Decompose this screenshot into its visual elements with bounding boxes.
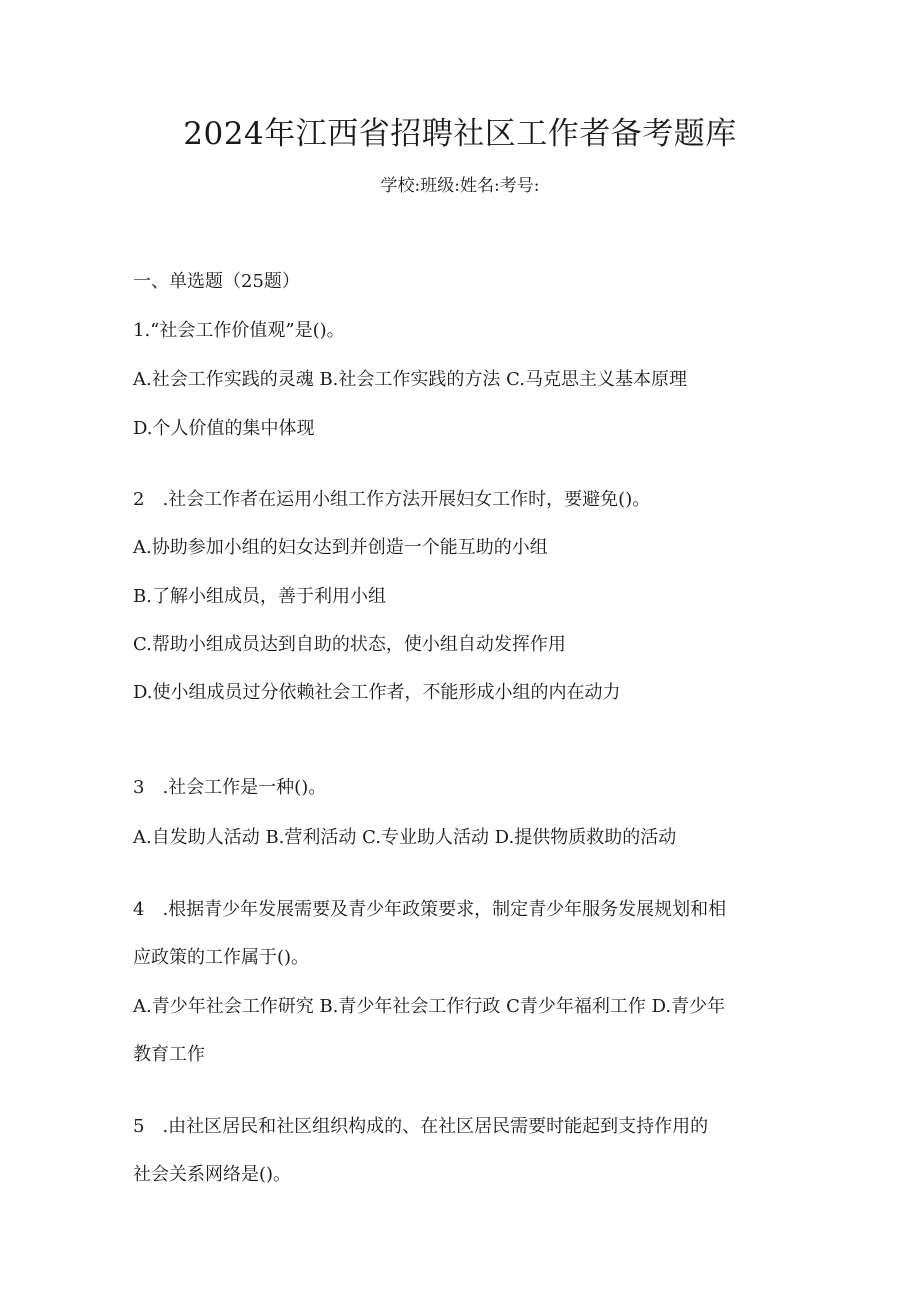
question-2-stem: 2 .社会工作者在运用小组工作方法开展妇女工作时，要避免()。 (133, 489, 651, 510)
question-3-options: A.自发助人活动 B.营利活动 C.专业助人活动 D.提供物质救助的活动 (133, 827, 677, 848)
question-2-option-d: D.使小组成员过分依赖社会工作者，不能形成小组的内在动力 (133, 682, 621, 703)
question-1-stem: 1.“社会工作价值观”是()。 (133, 320, 345, 341)
question-1-options-line-2: D.个人价值的集中体现 (133, 418, 315, 439)
question-2-option-a: A.协助参加小组的妇女达到并创造一个能互助的小组 (133, 537, 548, 558)
question-1-options-line-1: A.社会工作实践的灵魂 B.社会工作实践的方法 C.马克思主义基本原理 (133, 369, 687, 390)
question-5-stem-line-2: 社会关系网络是()。 (133, 1164, 292, 1185)
question-2-option-c: C.帮助小组成员达到自助的状态，使小组自动发挥作用 (133, 634, 566, 655)
question-4-options-line-1: A.青少年社会工作研究 B.青少年社会工作行政 C青少年福利工作 D.青少年 (133, 996, 726, 1017)
question-4-stem-line-1: 4 .根据青少年发展需要及青少年政策要求，制定青少年服务发展规划和相 (133, 899, 727, 920)
question-5-stem-line-1: 5 .由社区居民和社区组织构成的、在社区居民需要时能起到支持作用的 (133, 1116, 709, 1137)
document-subtitle: 学校:班级:姓名:考号: (380, 176, 540, 196)
document-title: 2024年江西省招聘社区工作者备考题库 (183, 116, 737, 152)
question-2-option-b: B.了解小组成员，善于利用小组 (133, 586, 386, 607)
question-4-options-line-2: 教育工作 (133, 1044, 205, 1065)
question-3-stem: 3 .社会工作是一种()。 (133, 777, 327, 798)
section-heading: 一、单选题（25题） (133, 271, 300, 292)
question-4-stem-line-2: 应政策的工作属于()。 (133, 947, 310, 968)
